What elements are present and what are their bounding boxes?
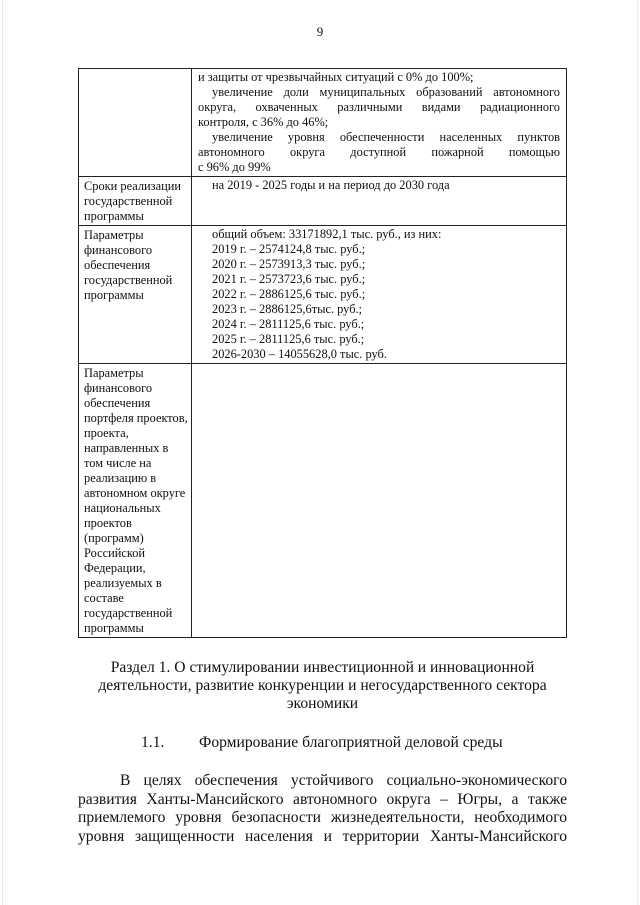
continuation-value-cell	[192, 69, 567, 177]
financing-year: 2023 г. – 2886125,6тыс. руб.;	[212, 302, 363, 316]
financing-year: 2025 г. – 2811125,6 тыс. руб.;	[212, 332, 365, 346]
continuation-line: контроля, с 36% до 46%;	[198, 115, 329, 129]
table-row-portfolio	[79, 364, 567, 638]
subsection-title: Формирование благоприятной деловой среды	[199, 734, 503, 751]
financing-value-cell	[192, 226, 567, 364]
paragraph-line: В целях обеспечения устойчивого социально-экономического	[120, 772, 567, 789]
financing-label: Параметры финансового обеспечения государственной программы	[79, 226, 192, 364]
subsection-number: 1.1.	[141, 734, 165, 751]
continuation-line: автономного округа доступной пожарной помощью	[198, 145, 560, 159]
financing-year: 2026-2030 – 14055628,0 тыс. руб.	[212, 347, 387, 361]
terms-label: Сроки реализации государственной программы	[79, 177, 192, 226]
portfolio-value	[192, 364, 567, 638]
paragraph-line: развития Ханты-Мансийского автономного округа – Югры, а также	[78, 790, 567, 808]
financing-total: общий объем: 33171892,1 тыс. руб., из них:	[212, 227, 442, 241]
body-paragraph	[78, 772, 567, 846]
passport-table	[78, 68, 567, 638]
section-heading	[78, 659, 567, 713]
financing-year: 2019 г. – 2574124,8 тыс. руб.;	[212, 242, 366, 256]
scan-edge-right	[637, 0, 638, 905]
portfolio-label: Параметры финансового обеспечения портфеля проектов, проекта, направленных в том числе на реализацию в автономном округе национальных проектов (программ) Российской Федерации, реализуемых в составе государственной программы	[79, 364, 192, 638]
page-number: 9	[316, 24, 324, 39]
terms-value-cell	[192, 177, 567, 226]
continuation-line: округа, охваченных различными видами радиационного	[198, 100, 560, 114]
paragraph-line: уровня защищенности населения и территории Ханты-Мансийского	[78, 827, 567, 845]
financing-year: 2022 г. – 2886125,6 тыс. руб.;	[212, 287, 366, 301]
continuation-line: и защиты от чрезвычайных ситуаций с 0% до 100%;	[198, 70, 474, 84]
subsection-heading	[141, 734, 503, 752]
continuation-line: увеличение доли муниципальных образований автономного	[212, 85, 560, 99]
continuation-line: увеличение уровня обеспеченности населенных пунктов	[212, 130, 560, 144]
table-row-financing	[79, 226, 567, 364]
section-heading-line: экономики	[286, 695, 359, 712]
financing-year: 2024 г. – 2811125,6 тыс. руб.;	[212, 317, 365, 331]
scan-edge-left	[2, 0, 3, 905]
paragraph-line: приемлемого уровня безопасности жизнедеятельности, необходимого	[78, 809, 567, 826]
section-heading-line: Раздел 1. О стимулировании инвестиционной и инновационной	[110, 659, 535, 676]
financing-year: 2021 г. – 2573723,6 тыс. руб.;	[212, 272, 366, 286]
table-row-terms	[79, 177, 567, 226]
table-row-continuation	[79, 69, 567, 177]
continuation-label-cell	[79, 69, 192, 177]
continuation-line: с 96% до 99%	[198, 160, 271, 174]
section-heading-line: деятельности, развитие конкуренции и негосударственного сектора	[98, 677, 547, 694]
terms-value: на 2019 - 2025 годы и на период до 2030 года	[212, 178, 450, 192]
financing-year: 2020 г. – 2573913,3 тыс. руб.;	[212, 257, 366, 271]
